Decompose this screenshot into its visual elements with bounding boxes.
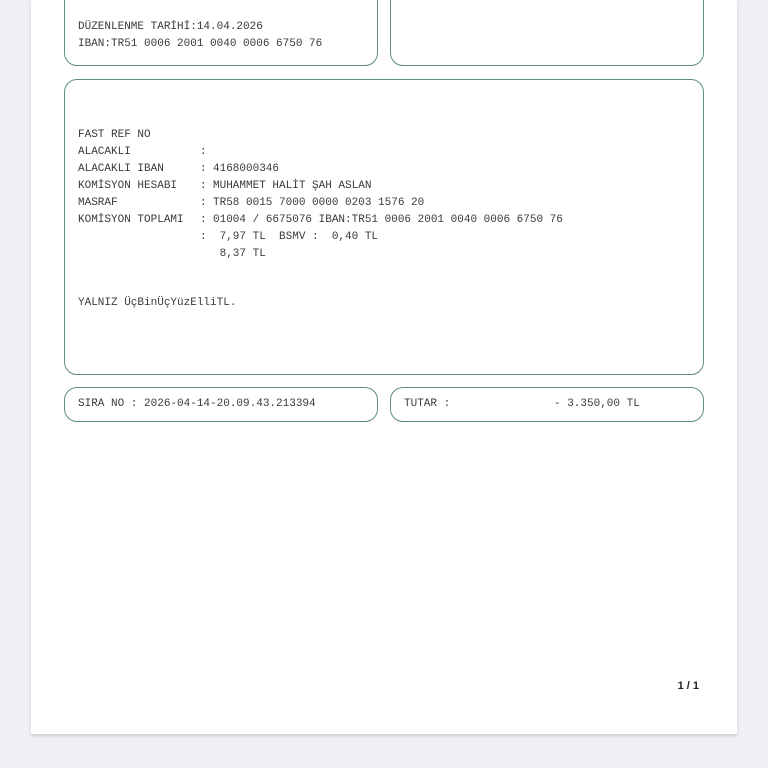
detail-separator: : (200, 231, 207, 243)
detail-value: TR58 0015 7000 0000 0203 1576 20 (213, 197, 425, 209)
detail-separator: : (200, 146, 207, 158)
detail-key: KOMİSYON TOPLAMI (78, 214, 184, 226)
page-number: 1 / 1 (677, 680, 699, 692)
detail-value: 7,97 TL BSMV : 0,40 TL (213, 231, 379, 243)
detail-value: 8,37 TL (213, 248, 266, 260)
total-value: - 3.350,00 TL (554, 398, 640, 410)
detail-separator: : (200, 214, 207, 226)
detail-key: ALACAKLI IBAN (78, 163, 164, 175)
detail-key: FAST REF NO (78, 129, 151, 141)
total-amount-box (390, 387, 704, 422)
issue-date-text: DÜZENLENME TARİHİ:14.04.2026 (78, 21, 263, 33)
detail-separator: : (200, 163, 207, 175)
sequence-number-box (64, 387, 378, 422)
sequence-number-text: SIRA NO : 2026-04-14-20.09.43.213394 (78, 398, 316, 410)
detail-key: KOMİSYON HESABI (78, 180, 178, 192)
detail-key: ALACAKLI (78, 146, 131, 158)
transfer-details-box (64, 79, 704, 375)
header-empty-box (390, 0, 704, 66)
amount-in-words-text: YALNIZ ÜçBinÜçYüzElliTL. (78, 297, 237, 309)
detail-key: MASRAF (78, 197, 118, 209)
detail-separator: : (200, 180, 207, 192)
receipt-page (31, 0, 737, 734)
detail-value: 4168000346 (213, 163, 280, 175)
detail-separator: : (200, 197, 207, 209)
header-info-box (64, 0, 378, 66)
iban-text: IBAN:TR51 0006 2001 0040 0006 6750 76 (78, 38, 323, 50)
detail-value: MUHAMMET HALİT ŞAH ASLAN (213, 180, 372, 192)
detail-value: 01004 / 6675076 IBAN:TR51 0006 2001 0040 0006 6750 76 (213, 214, 563, 226)
total-label: TUTAR : (404, 398, 451, 410)
